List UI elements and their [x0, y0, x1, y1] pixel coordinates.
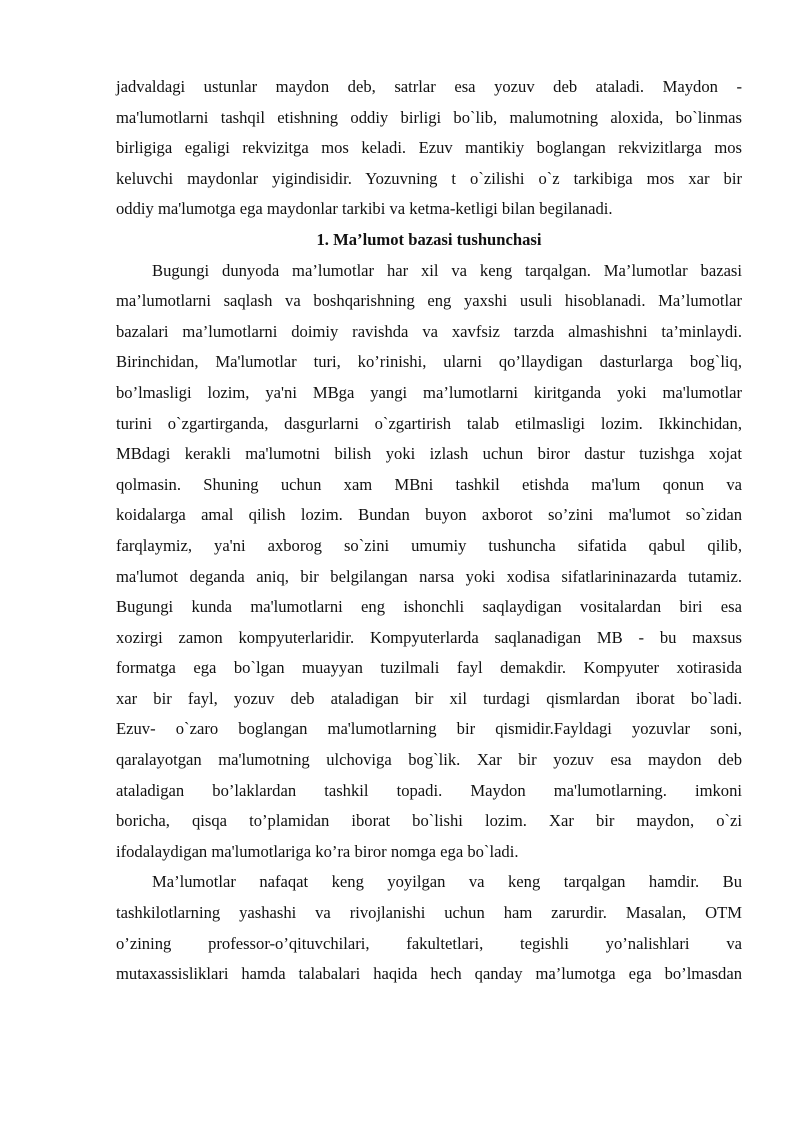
text-line: formatga ega bo`lgan muayyan tuzilmali fayl demakdir. Kompyuter xotirasida	[116, 658, 742, 678]
text-line: mutaxassisliklari hamda talabalari haqida hech qanday ma’lumotga ega bo’lmasdan	[116, 964, 742, 984]
text-line: jadvaldagi ustunlar maydon deb, satrlar esa yozuv deb ataladi. Maydon -	[116, 77, 742, 96]
text-line: ma'lumot deganda aniq, bir belgilangan narsa yoki xodisa sifatlarininazarda tutamiz.	[116, 566, 742, 586]
text-line: o’zining professor-o’qituvchilari, fakultetlari, tegishli yo’nalishlari va	[116, 933, 742, 953]
text-line: bo’lmasligi lozim, ya'ni MBga yangi ma’lumotlarni kiritganda yoki ma'lumotlar	[116, 382, 742, 402]
intro-paragraph	[116, 72, 742, 225]
text-line: ma’lumotlarni saqlash va boshqarishning eng yaxshi usuli hisoblanadi. Ma’lumotlar	[116, 291, 742, 311]
text-line: turini o`zgartirganda, dasgurlarni o`zgartirish talab etilmasligi lozim. Ikkinchidan,	[116, 413, 742, 433]
text-line: tashkilotlarning yashashi va rivojlanishi uchun ham zarurdir. Masalan, OTM	[116, 903, 742, 923]
paragraph-2	[116, 867, 742, 989]
text-line: MBdagi kerakli ma'lumotni bilish yoki izlash uchun biror dastur tuzishga xojat	[116, 444, 742, 464]
text-line: Bugungi kunda ma'lumotlarni eng ishonchli saqlaydigan vositalardan biri esa	[116, 597, 742, 617]
paragraph-1	[116, 256, 742, 868]
document-page	[116, 72, 742, 990]
text-line: bazalari ma’lumotlarni doimiy ravishda va xavfsiz tarzda almashishni ta’minlaydi.	[116, 321, 742, 341]
text-line: qolmasin. Shuning uchun xam MBni tashkil etishda ma'lum qonun va	[116, 474, 742, 494]
text-line: xozirgi zamon kompyuterlaridir. Kompyuterlarda saqlanadigan MB - bu maxsus	[116, 627, 742, 647]
text-line: boricha, qisqa to’plamidan iborat bo`lishi lozim. Xar bir maydon, o`zi	[116, 811, 742, 831]
text-line: Ezuv- o`zaro boglangan ma'lumotlarning bir qismidir.Fayldagi yozuvlar soni,	[116, 719, 742, 739]
section-heading: 1. Ma’lumot bazasi tushunchasi	[316, 229, 542, 249]
text-line: qaralayotgan ma'lumotning ulchoviga bog`lik. Xar bir yozuv esa maydon deb	[116, 750, 742, 770]
text-line: Ma’lumotlar nafaqat keng yoyilgan va keng tarqalgan hamdir. Bu	[152, 872, 742, 892]
text-line: farqlaymiz, ya'ni axborog so`zini umumiy tushuncha sifatida qabul qilib,	[116, 535, 742, 555]
text-line: Birinchidan, Ma'lumotlar turi, ko’rinishi, ularni qo’llaydigan dasturlarga bog`liq,	[116, 352, 742, 372]
text-line: oddiy ma'lumotga ega maydonlar tarkibi va ketma-ketligi bilan begilanadi.	[116, 199, 613, 219]
text-line: ma'lumotlarni tashqil etishning oddiy birligi bo`lib, malumotning aloxida, bo`linmas	[116, 107, 742, 127]
text-line: ataladigan bo’laklardan tashkil topadi. Maydon ma'lumotlarning. imkoni	[116, 780, 742, 800]
text-line: koidalarga amal qilish lozim. Bundan buyon axborot so’zini ma'lumot so`zidan	[116, 505, 742, 525]
text-line: keluvchi maydonlar yigindisidir. Yozuvning t o`zilishi o`z tarkibiga mos xar bir	[116, 168, 742, 188]
text-line: xar bir fayl, yozuv deb ataladigan bir xil turdagi qismlardan iborat bo`ladi.	[116, 688, 742, 708]
text-line: ifodalaydigan ma'lumotlariga ko’ra biror nomga ega bo`ladi.	[116, 841, 519, 861]
text-line: Bugungi dunyoda ma’lumotlar har xil va keng tarqalgan. Ma’lumotlar bazasi	[152, 260, 742, 280]
text-line: birligiga egaligi rekvizitga mos keladi. Ezuv mantikiy boglangan rekvizitlarga mos	[116, 138, 742, 158]
